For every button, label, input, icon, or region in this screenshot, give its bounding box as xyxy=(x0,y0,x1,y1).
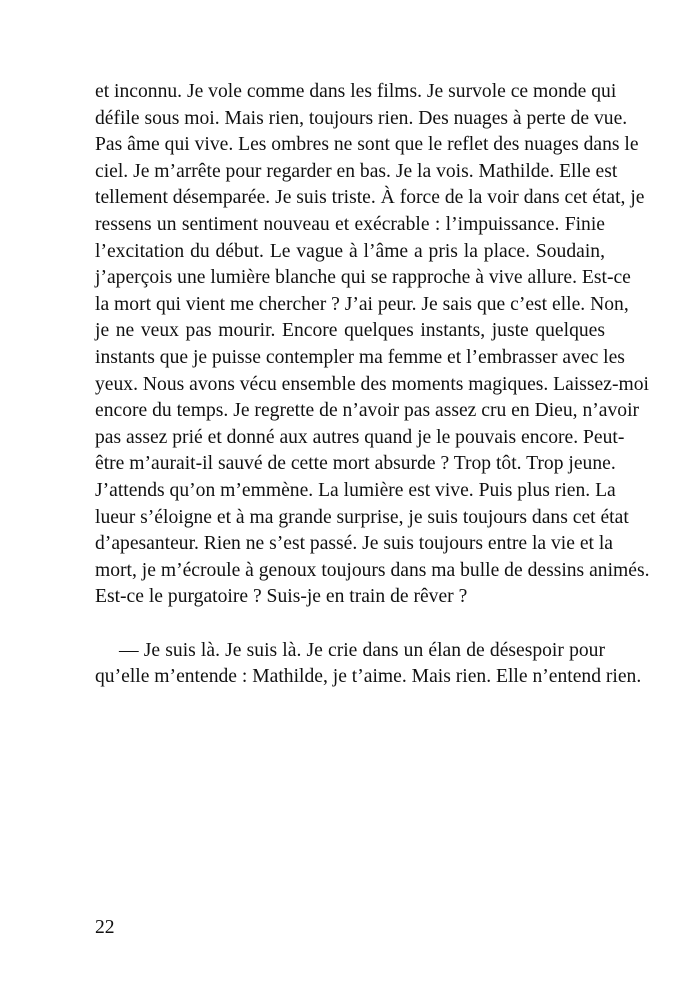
text-line: la mort qui vient me chercher ? J’ai peur. Je sais que c’est elle. Non, xyxy=(95,293,629,315)
text-line: défile sous moi. Mais rien, toujours rien. Des nuages à perte de vue. xyxy=(95,107,628,129)
text-line: et inconnu. Je vole comme dans les films. Je survole ce monde qui xyxy=(95,81,617,102)
paragraph-1 xyxy=(95,79,650,611)
page-number: 22 xyxy=(95,917,115,938)
text-line: d’apesanteur. Rien ne s’est passé. Je suis toujours entre la vie et la xyxy=(95,533,613,555)
text-line: ressens un sentiment nouveau et exécrable : l’impuissance. Finie xyxy=(95,213,605,235)
text-line: — Je suis là. Je suis là. Je crie dans un élan de désespoir pour xyxy=(119,639,605,661)
paragraph-gap xyxy=(95,611,605,638)
text-line: yeux. Nous avons vécu ensemble des moments magiques. Laissez-moi xyxy=(95,373,649,395)
text-line: J’attends qu’on m’emmène. La lumière est vive. Puis plus rien. La xyxy=(95,479,616,501)
text-line: ciel. Je m’arrête pour regarder en bas. Je la vois. Mathilde. Elle est xyxy=(95,160,618,182)
text-line: pas assez prié et donné aux autres quand je le pouvais encore. Peut- xyxy=(95,426,625,448)
text-line: Est-ce le purgatoire ? Suis-je en train de rêver ? xyxy=(95,586,468,608)
text-line: j’aperçois une lumière blanche qui se rapproche à vive allure. Est-ce xyxy=(95,267,631,289)
text-line: qu’elle m’entende : Mathilde, je t’aime. Mais rien. Elle n’entend rien. xyxy=(95,666,642,688)
text-line: être m’aurait-il sauvé de cette mort absurde ? Trop tôt. Trop jeune. xyxy=(95,453,616,475)
text-line: mort, je m’écroule à genoux toujours dans ma bulle de dessins animés. xyxy=(95,559,650,581)
text-line: tellement désemparée. Je suis triste. À force de la voir dans cet état, je xyxy=(95,187,645,209)
body-text xyxy=(95,79,650,691)
paragraph-2 xyxy=(95,638,642,691)
text-line: instants que je puisse contempler ma femme et l’embrasser avec les xyxy=(95,346,625,368)
text-line: Pas âme qui vive. Les ombres ne sont que le reflet des nuages dans le xyxy=(95,134,639,156)
text-line: l’excitation du début. Le vague à l’âme a pris la place. Soudain, xyxy=(95,240,605,262)
text-line: lueur s’éloigne et à ma grande surprise, je suis toujours dans cet état xyxy=(95,506,629,528)
text-line: encore du temps. Je regrette de n’avoir pas assez cru en Dieu, n’avoir xyxy=(95,400,640,422)
text-line: je ne veux pas mourir. Encore quelques instants, juste quelques xyxy=(95,320,605,342)
